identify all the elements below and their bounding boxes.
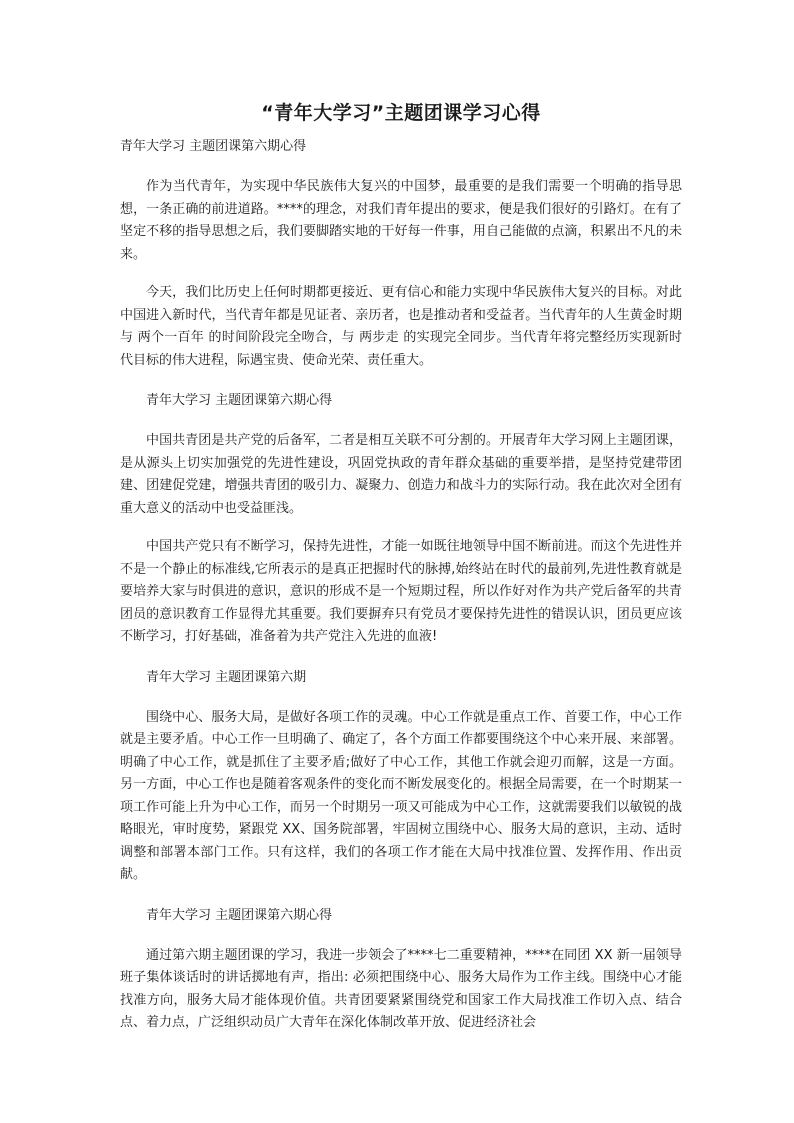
- spacer: [120, 158, 682, 176]
- spacer: [120, 412, 682, 430]
- section-heading: 青年大学习 主题团课第六期: [146, 669, 307, 685]
- paragraph: 中国共青团是共产党的后备军，二者是相互关联不可分割的。开展青年大学习网上主题团课，是从源头上切实加强党的先进性建设，巩固党执政的青年群众基础的重要举措，是坚持党建带团建、团建促党建，增强共青团的吸引力、凝聚力、创造力和战斗力的实际行动。我在此次对全团有重大意义的活动中也受益匪浅。: [120, 433, 682, 516]
- paragraph: 今天，我们比历史上任何时期都更接近、更有信心和能力实现中华民族伟大复兴的目标。对此中国进入新时代，当代青年都是见证者、亲历者，也是推动者和受益者。当代青年的人生黄金时期与 两个一百年 的时间阶段完全吻合，与 两步走 的实现完全同步。当代青年将完整经历实现新时代目标的伟大进程，际遇宝贵、使命光荣、责任重大。: [120, 285, 682, 368]
- spacer: [120, 649, 682, 667]
- section-heading: 青年大学习 主题团课第六期心得: [146, 907, 333, 923]
- spacer: [120, 689, 682, 707]
- spacer: [120, 520, 682, 536]
- paragraph: 作为当代青年，为实现中华民族伟大复兴的中国梦，最重要的是我们需要一个明确的指导思想，一条正确的前进道路。****的理念，对我们青年提出的要求，便是我们很好的引路灯。在有了坚定不移的指导思想之后，我们要脚踏实地的干好每一件事，用自己能做的点滴，积累出不凡的未来。: [120, 179, 682, 262]
- spacer: [120, 266, 682, 282]
- section-heading: 青年大学习 主题团课第六期心得: [146, 393, 333, 408]
- spacer: [120, 927, 682, 945]
- document-page: [120, 100, 682, 1035]
- document-title: “青年大学习”主题团课学习心得: [261, 102, 541, 124]
- paragraph: 中国共产党只有不断学习，保持先进性，才能一如既往地领导中国不断前进。而这个先进性并不是一个静止的标准线,它所表示的是真正把握时代的脉搏,始终站在时代的最前列,先进性教育就是要培养大家与时俱进的意识，意识的形成不是一个短期过程，所以作好对作为共产党后备军的共青团员的意识教育工作显得尤其重要。我们要摒弃只有党员才要保持先进性的错误认识，团员更应该不断学习，打好基础，准备着为共产党注入先进的血液!: [120, 539, 682, 644]
- paragraph: 通过第六期主题团课的学习，我进一步领会了****七二重要精神，****在同团 XX 新一届领导班子集体谈话时的讲话掷地有声，指出: 必须把围绕中心、服务大局作为工作主线。围绕中心才能找准方向，服务大局才能体现价值。共青团要紧紧围绕党和国家工作大局找准工作切入点、结合点、着力点，广泛组织动员广大青年在深化体制改革开放、促进经济社会: [120, 947, 682, 1030]
- paragraph: 围绕中心、服务大局，是做好各项工作的灵魂。中心工作就是重点工作、首要工作，中心工作就是主要矛盾。中心工作一旦明确了、确定了，各个方面工作都要围绕这个中心来开展、来部署。明确了中心工作，就是抓住了主要矛盾;做好了中心工作，其他工作就会迎刃而解，这是一方面。另一方面，中心工作也是随着客观条件的变化而不断发展变化的。根据全局需要，在一个时期某一项工作可能上升为中心工作，而另一个时期另一项又可能成为中心工作，这就需要我们以敏锐的战略眼光，审时度势，紧跟党 XX、国务院部署，牢固树立围绕中心、服务大局的意识，主动、适时调整和部署本部门工作。只有这样，我们的各项工作才能在大局中找准位置、发挥作用、作出贡献。: [120, 709, 682, 882]
- document-subheading: 青年大学习 主题团课第六期心得: [120, 139, 307, 154]
- spacer: [120, 887, 682, 905]
- spacer: [120, 372, 682, 390]
